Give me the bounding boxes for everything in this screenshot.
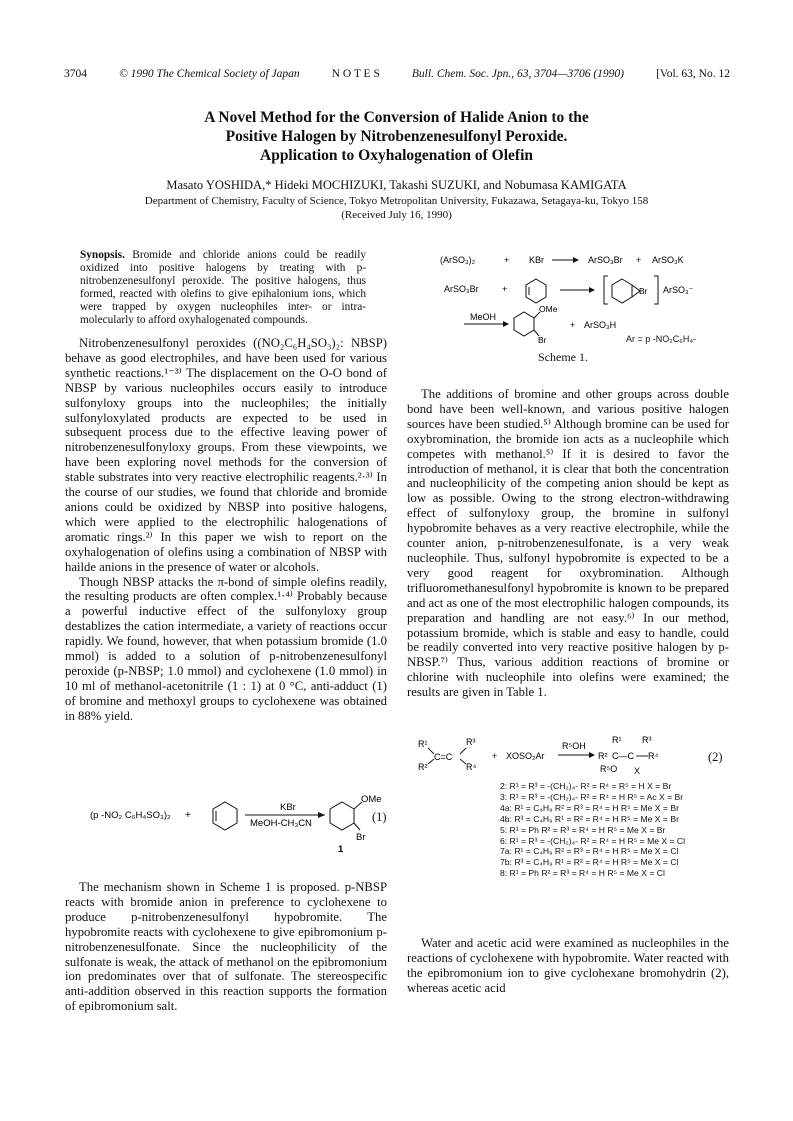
right-column-body-2 xyxy=(407,936,729,996)
scheme-1 xyxy=(432,246,732,346)
eq2-prod-r4: R⁴ xyxy=(648,751,659,761)
eq1-reagent-top: KBr xyxy=(280,802,296,813)
scheme-row1-plus: + xyxy=(504,255,510,265)
eq2-prod-cc: C—C xyxy=(612,751,634,761)
eq2-plus: + xyxy=(492,751,498,761)
cyclohexene-ring xyxy=(213,802,237,830)
body-paragraph: Water and acetic acid were examined as nucleophiles in the reactions of cyclohexene with hypobromite. Water reacted with the epibromonium ion to give cyclohexane bromohydrin (2), whereas acetic acid xyxy=(407,936,729,995)
compound-row: 6: R¹ = R³ = -(CH₂)₄- R² = R⁴ = H R⁵ = Me X = Cl xyxy=(500,835,686,846)
compound-row: 7a: R¹ = C₄H₉ R² = R³ = R⁴ = H R⁵ = Me X = Cl xyxy=(500,846,679,857)
eq1-reagent-bottom: MeOH-CH₃CN xyxy=(250,818,312,829)
eq1-compound-label: 1 xyxy=(338,844,344,855)
scheme-row1-product2: ArSO₃K xyxy=(652,255,684,265)
compound-row: 8: R¹ = Ph R² = R³ = R⁴ = H R⁵ = Me X = Cl xyxy=(500,868,665,879)
arrowhead xyxy=(589,287,595,293)
scheme-row2-reactant: ArSO₃Br xyxy=(444,284,479,294)
received-date: (Received July 16, 1990) xyxy=(341,209,452,221)
compound-row: 4b: R³ = C₄H₉ R¹ = R² = R⁴ = H R⁵ = Me X = Br xyxy=(500,813,679,824)
body-paragraph: The additions of bromine and other groups across double bond have been well-known, and various positive halogen sources have been studied.⁵⁾ Although bromine can be used for oxybromination, the bromide ion acts as a nucleophile which competes with methanol.⁵⁾ If it is desired to favor the introduction of methanol, it is clear that both the concentration and nucleophilicity of the competing anion should be kept as low as possible. Owing to the strong electron-withdrawing effect of sulfonyloxy group, the bromine in sulfonyl hypobromite behaves as a very reactive electrophile, while the counter anion, p-nitrobenzenesulfonate, is a very weak nucleophile. Thus, sulfonyl hypobromite is expected to be a very good reagent for oxybromination. Although trifluoromethanesulfonyl hypobromite is known to be prepared and act as one of the most electrophilic halogen compounds, its preparation and handling are not easy.⁶⁾ In our method, potassium bromide, which is stable and easy to handle, could be readily converted into very reactive positive halogen by p-NBSP.⁷⁾ Thus, various addition reactions of bromine or chlorine with nucleophile into olefins were examined; the results are given in Table 1. xyxy=(407,387,729,700)
eq1-number: (1) xyxy=(372,810,387,824)
scheme-row1-kbr: KBr xyxy=(529,255,545,265)
page-number: 3704 xyxy=(64,68,87,80)
product-ring xyxy=(514,312,534,336)
eq2-r5oh: R⁵OH xyxy=(562,741,586,751)
affiliation: Department of Chemistry, Faculty of Science, Tokyo Metropolitan University, Fukazawa, Setagaya-ku, Tokyo 158 xyxy=(144,195,649,207)
volume-info: [Vol. 63, No. 12 xyxy=(656,68,730,80)
scheme-row3-br: Br xyxy=(538,335,547,345)
compound-row: 7b: R³ = C₄H₉ R¹ = R² = R⁴ = H R⁵ = Me X = Cl xyxy=(500,857,679,868)
eq2-prod-r5o: R⁵O xyxy=(600,764,618,774)
product-ring xyxy=(330,802,354,830)
bracket-right xyxy=(654,276,658,304)
eq2-reagent: XOSO₂Ar xyxy=(506,751,545,761)
compound-row: 5: R¹ = Ph R² = R³ = R⁴ = H R⁵ = Me X = Br xyxy=(500,824,666,835)
arrowhead xyxy=(573,257,579,263)
scheme-caption: Scheme 1. xyxy=(538,350,588,364)
bond xyxy=(460,748,466,754)
body-paragraph: The mechanism shown in Scheme 1 is proposed. p-NBSP reacts with bromide anion in preference to cyclohexene to produce p-nitrobenzenesulfonyl hypobromite. The hypobromite reacts with cyclohexene to give epibromonium p-nitrobenzenesulfonate. Since the nucleophilicity of the sulfonate is weak, the attack of methanol on the epibromonium ion predominates over that of sulfonate. The stereospecific anti-addition observed in this reaction supports the formation of epibromonium salt. xyxy=(65,880,387,1014)
scheme-row3-plus: + xyxy=(570,320,576,330)
synopsis-text: Bromide and chloride anions could be readily oxidized into positive halogens by treating with p-nitrobenzenesulfonyl peroxide. The positive halogens, thus formed, reacted with olefins to give epihalonium ions, which were trapped by oxygen nucleophiles inter- or intra-molecularly to afford oxyhalogenated compounds. xyxy=(80,249,366,326)
body-paragraph: Though NBSP attacks the π-bond of simple olefins readily, the resulting products are often complex.¹·⁴⁾ Probably because a powerful inductive effect of the sulfonyloxy group destablizes the cation intermediate, a variety of reactions occur rapidly. We found, however, that when potassium bromide (1.0 mmol) is added to a solution of p-nitrobenzenesulfonyl peroxide (p-NBSP; 1.0 mmol) and cyclohexene (1.0 mmol) in 10 ml of methanol-acetonitrile (1 : 1) at 0 °C, anti-adduct (1) of bromine and methoxyl groups to cyclohexene was obtained in 88% yield. xyxy=(65,574,387,723)
eq1-ome: OMe xyxy=(361,794,382,805)
eq2-prod-r3: R³ xyxy=(642,735,652,745)
left-column-body xyxy=(65,336,387,724)
body-paragraph: Nitrobenzenesulfonyl peroxides ((NO₂C₆H₄SO₃)₂: NBSP) behave as good electrophiles, and have been used for various synthetic reactions.¹⁻³⁾ The displacement on the O-O bond of NBSP by various nucleophiles occurs easily to introduce sulfonyloxy groups into the nucleophiles; the initially sulfonyloxylated products are expected to be used in subsequent process due to the effective leaving power of nitrobenzenesulfonyloxy groups. From these viewpoints, we have been exploring novel methods for the conversion of stable substrates into very reactive electrophilic reagents.²·³⁾ In the course of our studies, we found that chloride and bromide anions could be oxidized by NBSP into positive halogens, which were applied to the electrophilic halogenations of aromatic rings.²⁾ In this paper we wish to report on the oxyhalogenation of olefins using a combination of NBSP with hailde anions in the presence of water or alcohols. xyxy=(65,336,387,574)
copyright: © 1990 The Chemical Society of Japan xyxy=(119,68,300,80)
running-header xyxy=(64,68,730,80)
right-column-body xyxy=(407,387,729,700)
scheme-row2-plus: + xyxy=(502,284,508,294)
title-line: Positive Halogen by Nitrobenzenesulfonyl Peroxide. xyxy=(225,128,568,145)
eq2-prod-r2: R² xyxy=(598,751,608,761)
scheme-row3-product: ArSO₃H xyxy=(584,320,617,330)
eq2-prod-x: X xyxy=(634,766,641,776)
arrowhead xyxy=(589,752,595,758)
journal-citation: Bull. Chem. Soc. Jpn., 63, 3704—3706 (1990) xyxy=(411,68,624,80)
scheme-row1-plus2: + xyxy=(636,255,642,265)
eq2-prod-r1: R¹ xyxy=(612,735,622,745)
eq2-r2: R² xyxy=(418,762,428,772)
eq2-r3: R³ xyxy=(466,737,476,747)
bracket-left xyxy=(604,276,608,304)
scheme-row2-br: Br xyxy=(639,286,648,296)
compound-row: 3: R¹ = R³ = -(CH₂)₄- R² = R⁴ = H R⁵ = Ac X = Br xyxy=(500,791,684,802)
scheme-ar-definition: Ar = p -NO₂C₆H₄- xyxy=(626,334,697,344)
eq1-br: Br xyxy=(356,832,366,843)
synopsis-label: Synopsis. xyxy=(80,249,125,261)
scheme-row1-reactant: (ArSO₃)₂ xyxy=(440,255,476,265)
arrowhead xyxy=(503,321,509,327)
left-column-body-2 xyxy=(65,880,387,1014)
article-title xyxy=(40,108,753,165)
eq2-r1: R¹ xyxy=(418,739,428,749)
title-line: A Novel Method for the Conversion of Halide Anion to the xyxy=(204,109,589,126)
affiliation-block xyxy=(40,194,753,222)
title-line: Application to Oxyhalogenation of Olefin xyxy=(260,147,533,164)
eq1-plus: + xyxy=(185,810,191,821)
compound-list xyxy=(500,781,730,879)
compound-row: 2: R¹ = R³ = -(CH₂)₄- R² = R⁴ = R⁵ = H X = Br xyxy=(500,781,672,791)
epibromonium-ring xyxy=(612,279,632,303)
arrowhead xyxy=(318,812,325,818)
eq2-number: (2) xyxy=(708,750,723,764)
scheme-row2-anion: ArSO₃⁻ xyxy=(663,285,694,295)
eq2-cc: C=C xyxy=(434,752,453,762)
equation-2 xyxy=(408,730,738,782)
compound-row: 4a: R¹ = C₄H₉ R² = R³ = R⁴ = H R⁵ = Me X = Br xyxy=(500,802,679,813)
equation-1 xyxy=(80,770,410,860)
eq1-reactant: (p -NO₂ C₆H₄SO₃)₂ xyxy=(90,810,171,821)
section-label: N O T E S xyxy=(331,68,380,80)
scheme-row1-product: ArSO₃Br xyxy=(588,255,623,265)
eq2-r4: R⁴ xyxy=(466,762,477,772)
synopsis xyxy=(80,249,366,326)
scheme-row3-ome: OMe xyxy=(539,304,558,314)
author-list: Masato YOSHIDA,* Hideki MOCHIZUKI, Takashi SUZUKI, and Nobumasa KAMIGATA xyxy=(166,178,627,192)
scheme-row3-reagent: MeOH xyxy=(470,312,497,322)
br-bond xyxy=(354,823,360,830)
